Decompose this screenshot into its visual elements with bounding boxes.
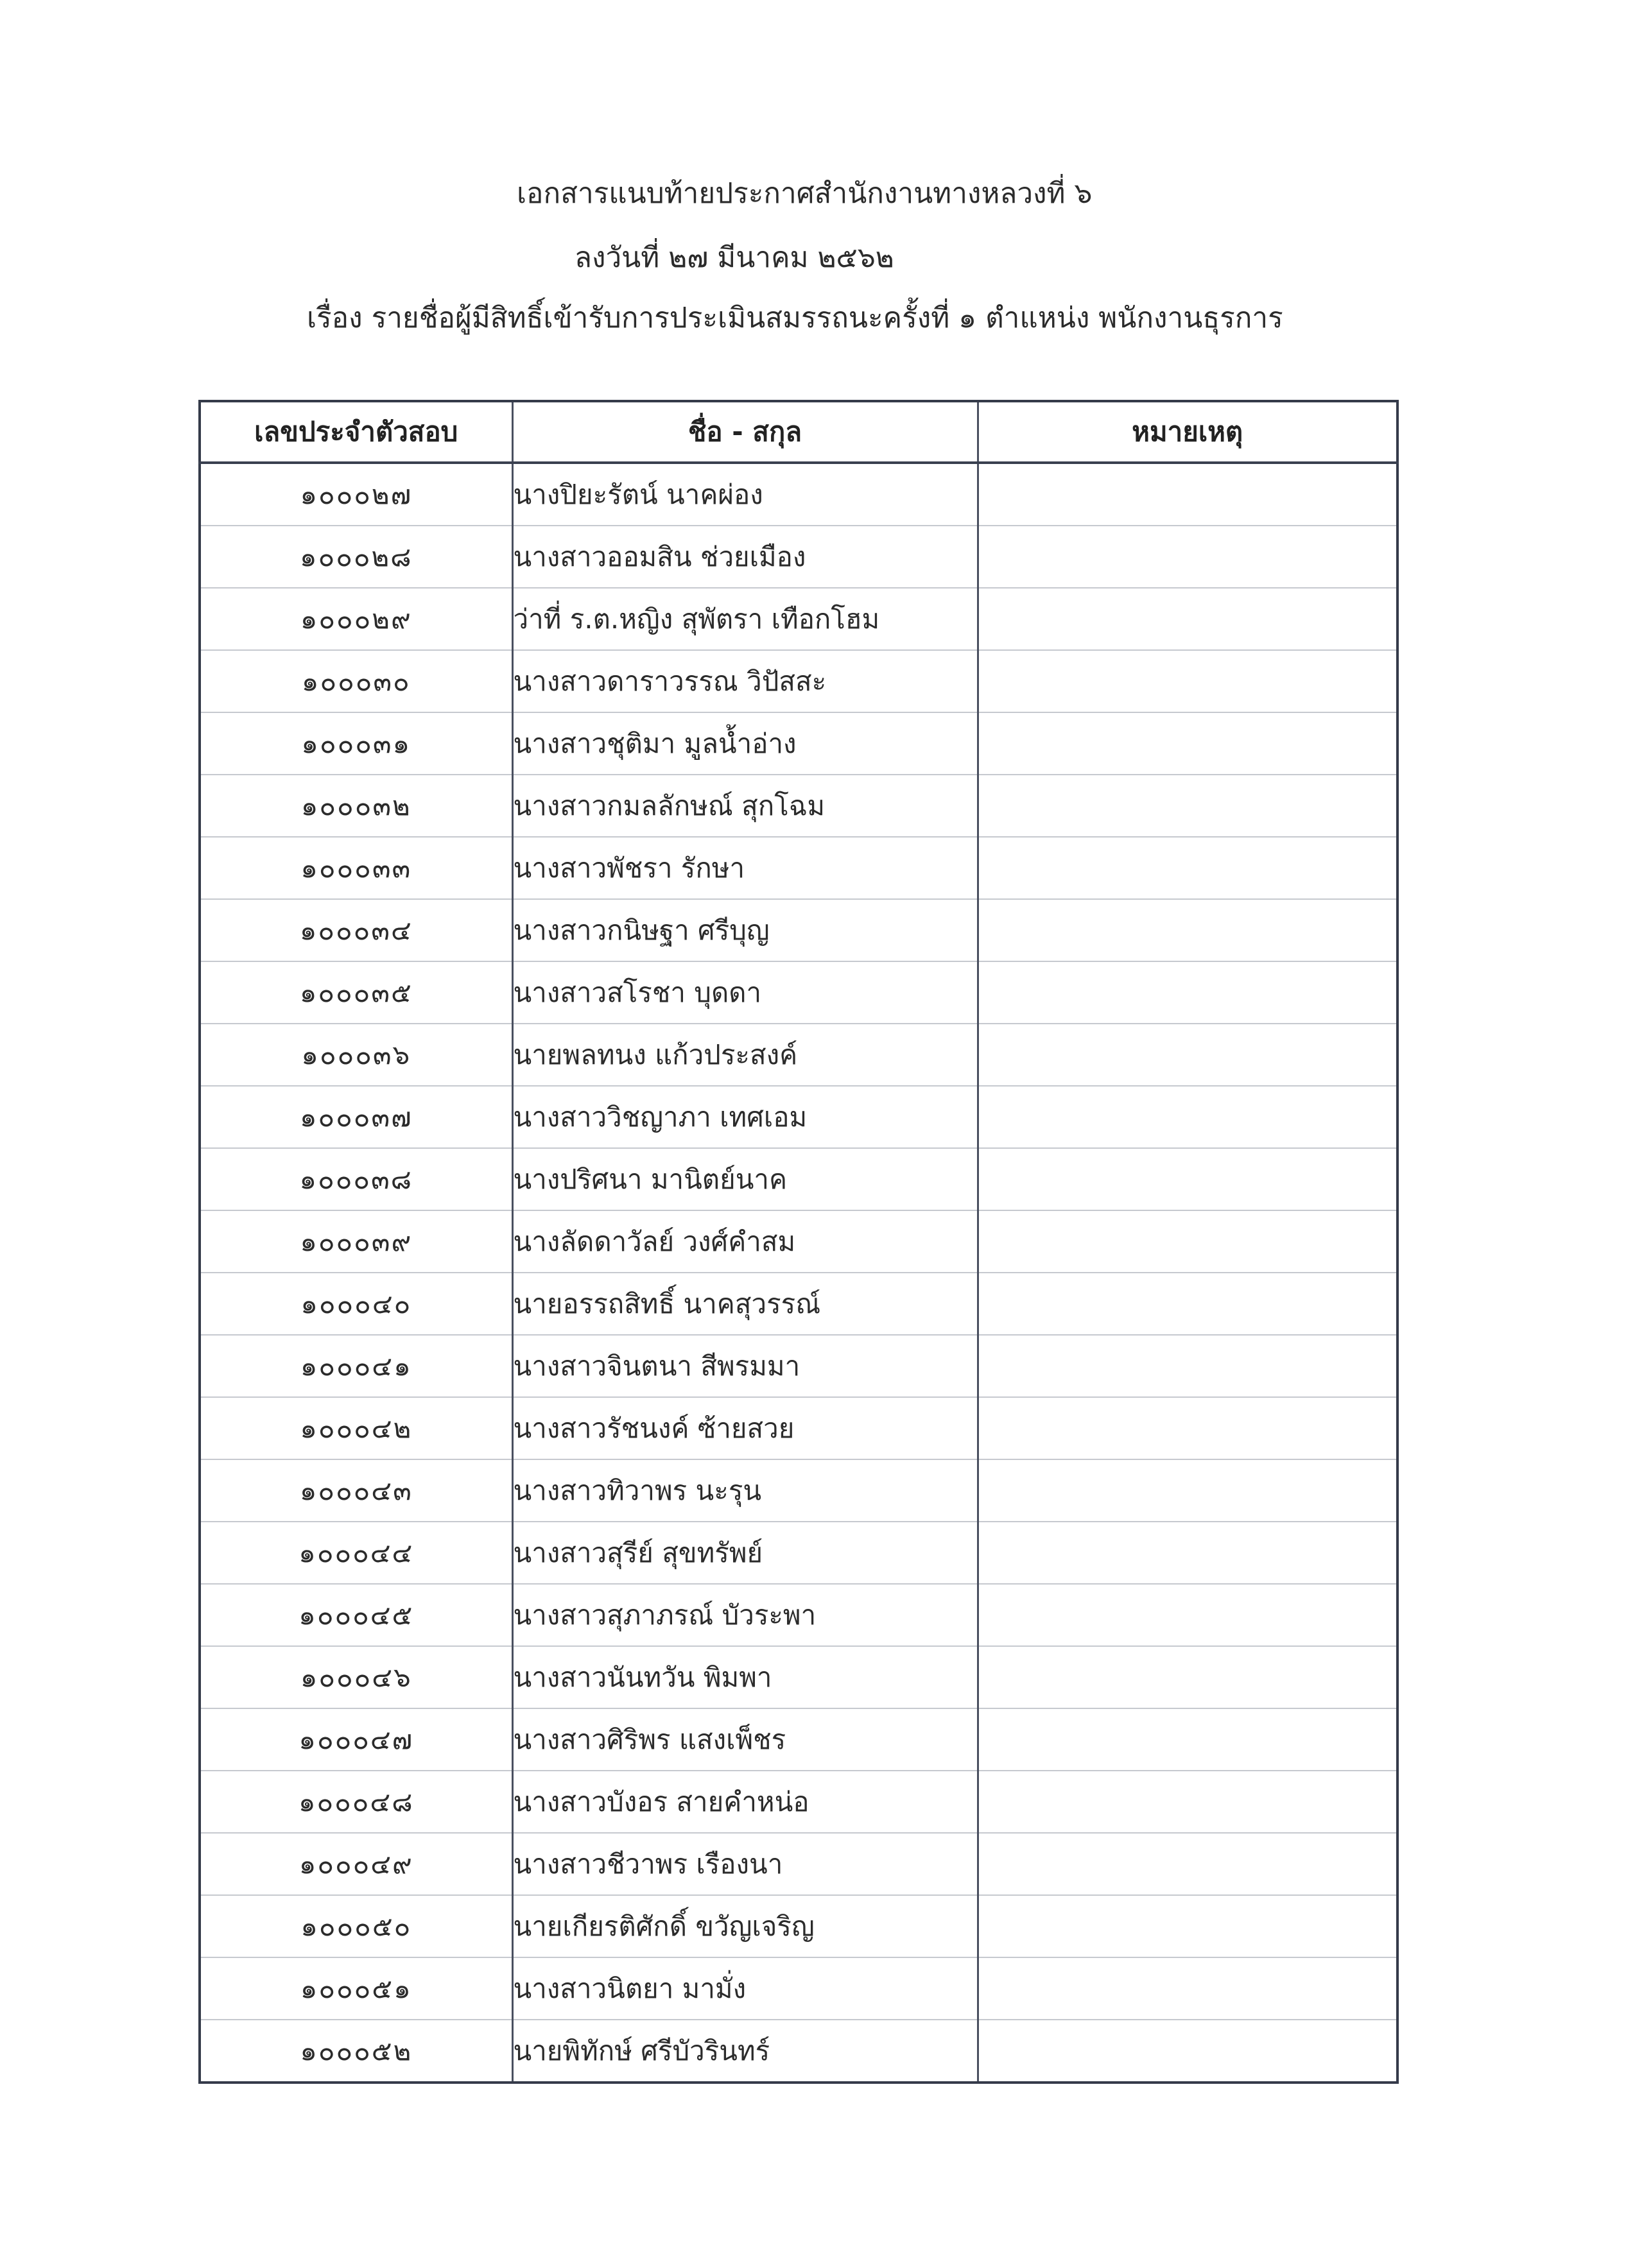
table-row: [200, 526, 1397, 588]
exam-id-cell: ๑๐๐๐๓๕: [200, 961, 512, 1024]
remarks-cell: [978, 1771, 1397, 1833]
exam-id-cell: ๑๐๐๐๓๒: [200, 775, 512, 837]
remarks-cell: [978, 1708, 1397, 1771]
table-row: [200, 1646, 1397, 1708]
full-name-cell: นางสาวรัชนงค์ ซ้ายสวย: [512, 1397, 978, 1459]
remarks-cell: [978, 1148, 1397, 1210]
remarks-cell: [978, 526, 1397, 588]
exam-id-cell: ๑๐๐๐๔๒: [200, 1397, 512, 1459]
table-row: [200, 1459, 1397, 1522]
full-name-cell: นางสาวดาราวรรณ วิปัสสะ: [512, 650, 978, 712]
full-name-cell: นายพลทนง แก้วประสงค์: [512, 1024, 978, 1086]
full-name-cell: นายเกียรติศักดิ์ ขวัญเจริญ: [512, 1895, 978, 1957]
table-row: [200, 463, 1397, 526]
exam-id-cell: ๑๐๐๐๒๘: [200, 526, 512, 588]
full-name-cell: นางปริศนา มานิตย์นาค: [512, 1148, 978, 1210]
full-name-cell: นางสาวกนิษฐา ศรีบุญ: [512, 899, 978, 961]
table-row: [200, 1957, 1397, 2020]
full-name-cell: นางสาวจินตนา สีพรมมา: [512, 1335, 978, 1397]
exam-id-cell: ๑๐๐๐๒๗: [200, 463, 512, 526]
remarks-cell: [978, 961, 1397, 1024]
remarks-cell: [978, 1335, 1397, 1397]
table-row: [200, 1273, 1397, 1335]
remarks-cell: [978, 2020, 1397, 2083]
column-header-exam-id: เลขประจำตัวสอบ: [200, 401, 512, 463]
table-row: [200, 1024, 1397, 1086]
full-name-cell: นางสาวนันทวัน พิมพา: [512, 1646, 978, 1708]
exam-id-cell: ๑๐๐๐๓๘: [200, 1148, 512, 1210]
table-row: [200, 1522, 1397, 1584]
exam-id-cell: ๑๐๐๐๕๒: [200, 2020, 512, 2083]
table-row: [200, 650, 1397, 712]
remarks-cell: [978, 837, 1397, 899]
remarks-cell: [978, 1397, 1397, 1459]
exam-id-cell: ๑๐๐๐๔๗: [200, 1708, 512, 1771]
full-name-cell: นางสาวทิวาพร นะรุน: [512, 1459, 978, 1522]
table-row: [200, 588, 1397, 650]
exam-id-cell: ๑๐๐๐๒๙: [200, 588, 512, 650]
remarks-cell: [978, 1522, 1397, 1584]
table-row: [200, 899, 1397, 961]
table-row: [200, 1584, 1397, 1646]
candidate-list-table: [198, 400, 1399, 2084]
table-header-row: [200, 401, 1397, 463]
exam-id-cell: ๑๐๐๐๓๙: [200, 1210, 512, 1273]
full-name-cell: นางสาวสุรีย์ สุขทรัพย์: [512, 1522, 978, 1584]
remarks-cell: [978, 650, 1397, 712]
exam-id-cell: ๑๐๐๐๓๓: [200, 837, 512, 899]
remarks-cell: [978, 1895, 1397, 1957]
exam-id-cell: ๑๐๐๐๔๙: [200, 1833, 512, 1895]
full-name-cell: นางสาวสุภาภรณ์ บัวระพา: [512, 1584, 978, 1646]
table-row: [200, 1397, 1397, 1459]
table-row: [200, 1335, 1397, 1397]
table-row: [200, 837, 1397, 899]
table-row: [200, 775, 1397, 837]
full-name-cell: นางสาวชุติมา มูลน้ำอ่าง: [512, 712, 978, 775]
full-name-cell: นางลัดดาวัลย์ วงศ์คำสม: [512, 1210, 978, 1273]
exam-id-cell: ๑๐๐๐๓๖: [200, 1024, 512, 1086]
remarks-cell: [978, 1210, 1397, 1273]
exam-id-cell: ๑๐๐๐๓๐: [200, 650, 512, 712]
table-row: [200, 1833, 1397, 1895]
full-name-cell: นางสาวบังอร สายคำหน่อ: [512, 1771, 978, 1833]
remarks-cell: [978, 775, 1397, 837]
exam-id-cell: ๑๐๐๐๔๕: [200, 1584, 512, 1646]
full-name-cell: นายพิทักษ์ ศรีบัวรินทร์: [512, 2020, 978, 2083]
remarks-cell: [978, 899, 1397, 961]
table-row: [200, 961, 1397, 1024]
exam-id-cell: ๑๐๐๐๔๔: [200, 1522, 512, 1584]
full-name-cell: นางสาวนิตยา มามั่ง: [512, 1957, 978, 2020]
document-date-line: ลงวันที่ ๒๗ มีนาคม ๒๕๖๒: [575, 241, 894, 274]
table-row: [200, 1708, 1397, 1771]
remarks-cell: [978, 463, 1397, 526]
full-name-cell: นางสาวศิริพร แสงเพ็ชร: [512, 1708, 978, 1771]
full-name-cell: นายอรรถสิทธิ์ นาคสุวรรณ์: [512, 1273, 978, 1335]
full-name-cell: นางสาวชีวาพร เรืองนา: [512, 1833, 978, 1895]
remarks-cell: [978, 712, 1397, 775]
table-row: [200, 1210, 1397, 1273]
document-title-line: เอกสารแนบท้ายประกาศสำนักงานทางหลวงที่ ๖: [517, 177, 1093, 210]
column-header-full-name: ชื่อ - สกุล: [512, 401, 978, 463]
full-name-cell: นางสาวพัชรา รักษา: [512, 837, 978, 899]
remarks-cell: [978, 1273, 1397, 1335]
remarks-cell: [978, 588, 1397, 650]
exam-id-cell: ๑๐๐๐๕๑: [200, 1957, 512, 2020]
exam-id-cell: ๑๐๐๐๓๑: [200, 712, 512, 775]
table-row: [200, 1771, 1397, 1833]
exam-id-cell: ๑๐๐๐๔๖: [200, 1646, 512, 1708]
table-row: [200, 1148, 1397, 1210]
remarks-cell: [978, 1086, 1397, 1148]
table-row: [200, 2020, 1397, 2083]
remarks-cell: [978, 1024, 1397, 1086]
exam-id-cell: ๑๐๐๐๓๗: [200, 1086, 512, 1148]
exam-id-cell: ๑๐๐๐๔๐: [200, 1273, 512, 1335]
remarks-cell: [978, 1459, 1397, 1522]
remarks-cell: [978, 1584, 1397, 1646]
full-name-cell: นางสาวกมลลักษณ์ สุกโฉม: [512, 775, 978, 837]
table-row: [200, 1895, 1397, 1957]
full-name-cell: นางสาววิชญาภา เทศเอม: [512, 1086, 978, 1148]
table-row: [200, 712, 1397, 775]
exam-id-cell: ๑๐๐๐๕๐: [200, 1895, 512, 1957]
full-name-cell: ว่าที่ ร.ต.หญิง สุพัตรา เทือกโฮม: [512, 588, 978, 650]
remarks-cell: [978, 1646, 1397, 1708]
exam-id-cell: ๑๐๐๐๔๘: [200, 1771, 512, 1833]
table-body: [200, 463, 1397, 2083]
document-subject-line: เรื่อง รายชื่อผู้มีสิทธิ์เข้ารับการประเมินสมรรถนะครั้งที่ ๑ ตำแหน่ง พนักงานธุรการ: [307, 302, 1283, 334]
exam-id-cell: ๑๐๐๐๓๔: [200, 899, 512, 961]
remarks-cell: [978, 1957, 1397, 2020]
remarks-cell: [978, 1833, 1397, 1895]
table-row: [200, 1086, 1397, 1148]
exam-id-cell: ๑๐๐๐๔๓: [200, 1459, 512, 1522]
column-header-remarks: หมายเหตุ: [978, 401, 1397, 463]
full-name-cell: นางปิยะรัตน์ นาคผ่อง: [512, 463, 978, 526]
full-name-cell: นางสาวออมสิน ช่วยเมือง: [512, 526, 978, 588]
exam-id-cell: ๑๐๐๐๔๑: [200, 1335, 512, 1397]
full-name-cell: นางสาวสโรชา บุดดา: [512, 961, 978, 1024]
